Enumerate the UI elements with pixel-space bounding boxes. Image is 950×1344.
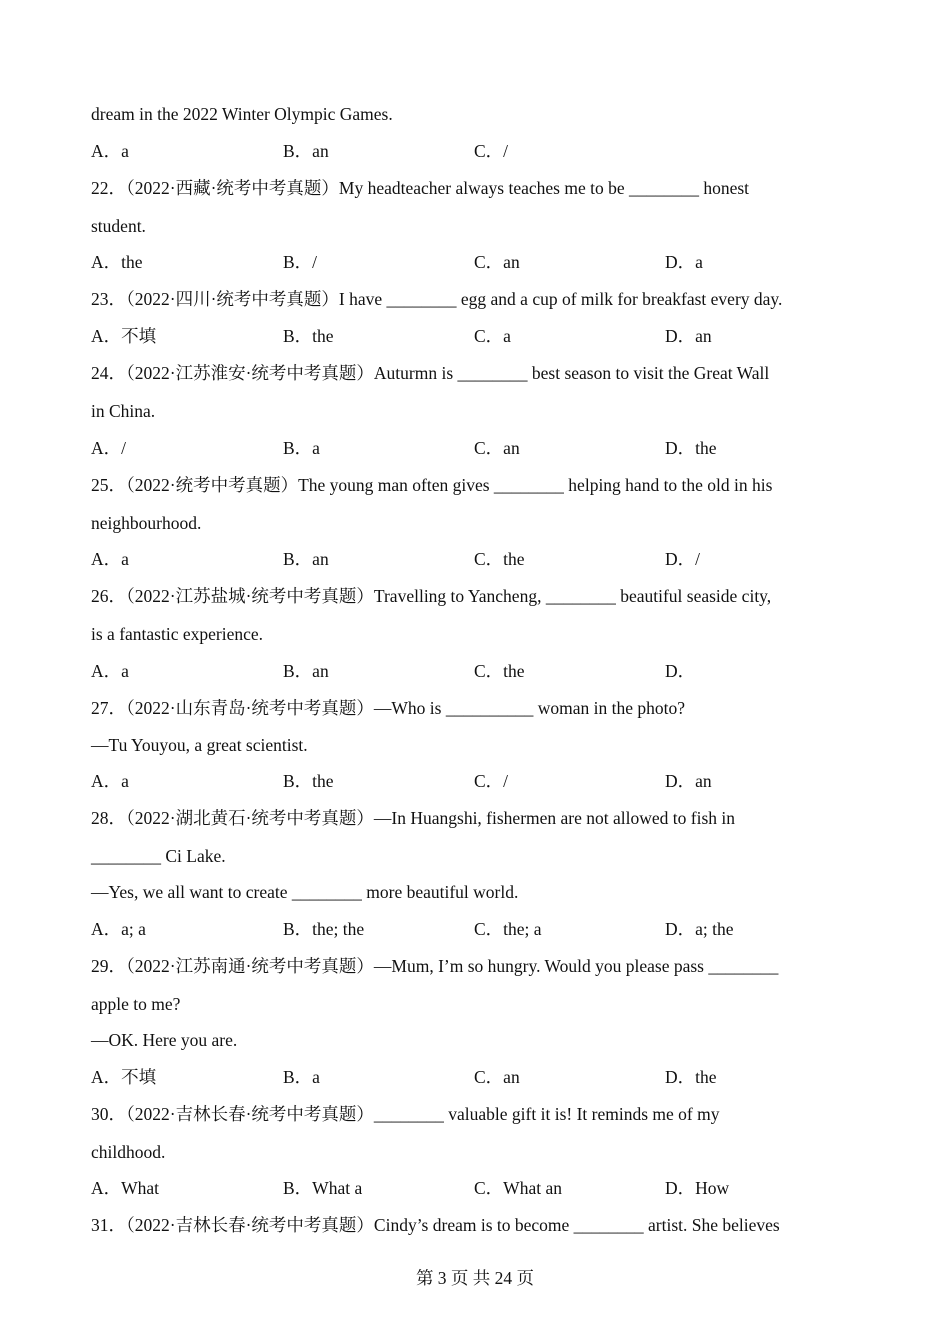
option-b: B．the <box>283 326 334 346</box>
question-30: 30．（2022·吉林长春·统考中考真题）________ valuable gift it is! It reminds me of my <box>91 1104 720 1124</box>
options-row <box>91 548 871 570</box>
option-a: A．a <box>91 549 129 569</box>
option-c: C．/ <box>474 771 509 791</box>
option-a: A．a <box>91 771 129 791</box>
option-c: C．an <box>474 252 520 272</box>
option-d: D．an <box>665 326 712 346</box>
text-line: —Yes, we all want to create ________ more beautiful world. <box>91 882 519 902</box>
options-row <box>91 918 871 940</box>
options-row <box>91 770 871 792</box>
option-c: C．the <box>474 549 525 569</box>
option-a: A．a <box>91 141 129 161</box>
option-b: B．an <box>283 661 329 681</box>
option-a: A．a; a <box>91 919 146 939</box>
option-c: C．an <box>474 1067 520 1087</box>
options-row <box>91 325 871 347</box>
option-d: D．a; the <box>665 919 734 939</box>
options-row <box>91 1066 871 1088</box>
option-d: D．the <box>665 1067 717 1087</box>
option-d: D．an <box>665 771 712 791</box>
options-row <box>91 140 871 162</box>
option-a: A．不填 <box>91 1067 157 1087</box>
option-d: D．the <box>665 438 717 458</box>
option-d: D．How <box>665 1178 730 1198</box>
options-row <box>91 660 871 682</box>
text-line: —Tu Youyou, a great scientist. <box>91 735 308 755</box>
options-row <box>91 251 871 273</box>
option-c: C．an <box>474 438 520 458</box>
option-c: C．a <box>474 326 511 346</box>
option-d: D．a <box>665 252 703 272</box>
text-line: neighbourhood. <box>91 513 202 533</box>
option-b: B．a <box>283 1067 320 1087</box>
option-c: C．/ <box>474 141 509 161</box>
options-row <box>91 437 871 459</box>
question-25: 25．（2022·统考中考真题）The young man often gives ________ helping hand to the old in his <box>91 475 773 495</box>
text-line: student. <box>91 216 146 236</box>
option-d: D． <box>665 661 696 681</box>
option-a: A．What <box>91 1178 160 1198</box>
option-b: B．the; the <box>283 919 365 939</box>
question-22: 22．（2022·西藏·统考中考真题）My headteacher always teaches me to be ________ honest <box>91 178 750 198</box>
option-a: A．/ <box>91 438 126 458</box>
text-line: is a fantastic experience. <box>91 624 263 644</box>
option-b: B．the <box>283 771 334 791</box>
option-b: B．/ <box>283 252 318 272</box>
option-a: A．不填 <box>91 326 157 346</box>
option-a: A．a <box>91 661 129 681</box>
option-b: B．a <box>283 438 320 458</box>
page-footer: 第 3 页 共 24 页 <box>415 1268 535 1288</box>
text-line: in China. <box>91 401 156 421</box>
text-line: dream in the 2022 Winter Olympic Games. <box>91 104 393 124</box>
question-23: 23．（2022·四川·统考中考真题）I have ________ egg and a cup of milk for breakfast every day. <box>91 289 783 309</box>
question-24: 24．（2022·江苏淮安·统考中考真题）Auturmn is ________ best season to visit the Great Wall <box>91 363 770 383</box>
option-c: C．What an <box>474 1178 562 1198</box>
option-a: A．the <box>91 252 143 272</box>
text-line: childhood. <box>91 1142 166 1162</box>
option-b: B．an <box>283 141 329 161</box>
question-31: 31．（2022·吉林长春·统考中考真题）Cindy’s dream is to become ________ artist. She believes <box>91 1215 780 1235</box>
question-28: 28．（2022·湖北黄石·统考中考真题）—In Huangshi, fishermen are not allowed to fish in <box>91 808 736 828</box>
option-d: D．/ <box>665 549 700 569</box>
question-29: 29．（2022·江苏南通·统考中考真题）—Mum, I’m so hungry. Would you please pass ________ <box>91 956 779 976</box>
options-row <box>91 1177 871 1199</box>
question-26: 26．（2022·江苏盐城·统考中考真题）Travelling to Yancheng, ________ beautiful seaside city, <box>91 586 772 606</box>
text-line: apple to me? <box>91 994 181 1014</box>
option-c: C．the; a <box>474 919 542 939</box>
option-b: B．an <box>283 549 329 569</box>
option-c: C．the <box>474 661 525 681</box>
question-27: 27．（2022·山东青岛·统考中考真题）—Who is __________ woman in the photo? <box>91 698 685 718</box>
option-b: B．What a <box>283 1178 363 1198</box>
text-line: —OK. Here you are. <box>91 1030 238 1050</box>
text-line: ________ Ci Lake. <box>91 846 226 866</box>
